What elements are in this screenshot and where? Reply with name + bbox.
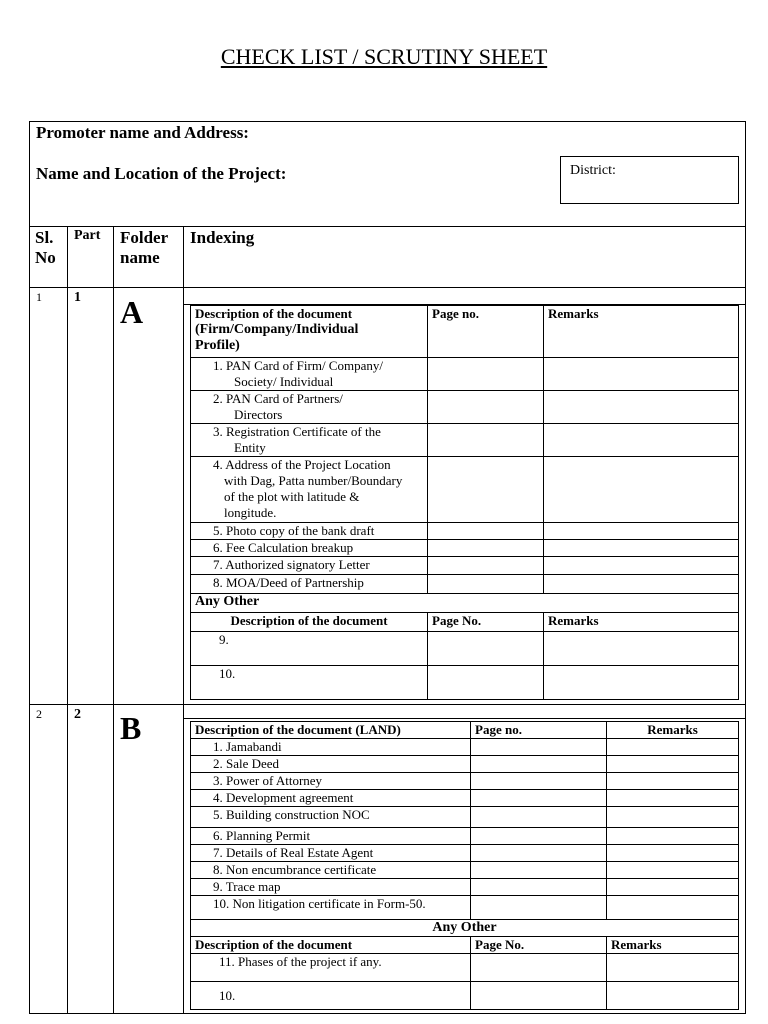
page-cell (471, 954, 607, 982)
section-a-table (190, 305, 739, 700)
section-b-page-header: Page no. (471, 722, 607, 739)
project-label: Name and Location of the Project: (36, 164, 287, 183)
page-cell (471, 739, 607, 756)
list-item: 10. (191, 982, 471, 1010)
remarks-cell (607, 739, 739, 756)
section-b-other-page-header: Page No. (471, 937, 607, 954)
list-item: 7. Details of Real Estate Agent (191, 845, 471, 862)
list-item: 10. (191, 666, 428, 700)
section-b-any-other: Any Other (191, 920, 739, 937)
page-cell (471, 828, 607, 845)
section-a-other-page-header: Page No. (428, 613, 544, 632)
page-cell (428, 523, 544, 540)
page-cell (471, 879, 607, 896)
list-item: 3. Power of Attorney (191, 773, 471, 790)
section-a-remarks-header: Remarks (544, 306, 739, 358)
list-item: 4. Development agreement (191, 790, 471, 807)
column-header-sl: Sl. No (35, 228, 56, 267)
remarks-cell (607, 845, 739, 862)
section-a-part: 1 (74, 290, 81, 305)
page-cell (428, 632, 544, 666)
section-a-desc-header: Description of the document (Firm/Company/Individual Profile) (191, 306, 428, 358)
remarks-cell (544, 457, 739, 523)
section-b-sl: 2 (36, 707, 42, 721)
page-cell (471, 982, 607, 1010)
remarks-cell (544, 540, 739, 557)
remarks-cell (544, 424, 739, 457)
section-b-other-remarks-header: Remarks (607, 937, 739, 954)
section-b-other-desc-header: Description of the document (191, 937, 471, 954)
page-cell (471, 862, 607, 879)
section-b-part: 2 (74, 707, 81, 722)
remarks-cell (544, 666, 739, 700)
section-a-other-desc-header: Description of the document (191, 613, 428, 632)
remarks-cell (544, 557, 739, 575)
column-divider (67, 226, 68, 1014)
section-b-remarks-header: Remarks (607, 722, 739, 739)
remarks-cell (544, 575, 739, 594)
remarks-cell (607, 954, 739, 982)
remarks-cell (544, 632, 739, 666)
list-item: 8. Non encumbrance certificate (191, 862, 471, 879)
page-cell (428, 540, 544, 557)
remarks-cell (607, 790, 739, 807)
remarks-cell (607, 807, 739, 828)
list-item: 1. Jamabandi (191, 739, 471, 756)
list-item: 2. Sale Deed (191, 756, 471, 773)
divider (29, 704, 746, 705)
divider (29, 226, 746, 227)
list-item: 10. Non litigation certificate in Form-50. (191, 896, 471, 920)
remarks-cell (607, 896, 739, 920)
list-item: 11. Phases of the project if any. (191, 954, 471, 982)
section-b-folder: B (120, 710, 142, 746)
page-cell (471, 896, 607, 920)
list-item: 8. MOA/Deed of Partnership (191, 575, 428, 594)
list-item: 7. Authorized signatory Letter (191, 557, 428, 575)
page-cell (428, 424, 544, 457)
list-item: 4. Address of the Project Location with Dag, Patta number/Boundary of the plot with latitude & longitude. (191, 457, 428, 523)
remarks-cell (607, 756, 739, 773)
section-a-other-remarks-header: Remarks (544, 613, 739, 632)
column-header-folder: Folder name (120, 228, 169, 267)
page-cell (428, 575, 544, 594)
list-item: 2. PAN Card of Partners/ Directors (191, 391, 428, 424)
page-cell (471, 790, 607, 807)
list-item: 3. Registration Certificate of the Entity (191, 424, 428, 457)
list-item: 5. Photo copy of the bank draft (191, 523, 428, 540)
page-cell (428, 391, 544, 424)
list-item: 9. (191, 632, 428, 666)
section-a-any-other: Any Other (191, 594, 739, 613)
section-b-table (190, 721, 739, 1010)
page-cell (471, 773, 607, 790)
page-title: CHECK LIST / SCRUTINY SHEET (220, 44, 548, 69)
column-divider (113, 226, 114, 1014)
divider (29, 287, 746, 288)
page-cell (428, 666, 544, 700)
section-a-page-header: Page no. (428, 306, 544, 358)
list-item: 6. Planning Permit (191, 828, 471, 845)
page-cell (428, 358, 544, 391)
remarks-cell (607, 862, 739, 879)
column-divider (183, 226, 184, 1014)
section-a-sl: 1 (36, 290, 42, 304)
remarks-cell (607, 982, 739, 1010)
list-item: 5. Building construction NOC (191, 807, 471, 828)
remarks-cell (544, 358, 739, 391)
remarks-cell (544, 523, 739, 540)
promoter-label: Promoter name and Address: (36, 123, 249, 142)
page-cell (471, 807, 607, 828)
column-header-indexing: Indexing (190, 228, 255, 247)
page-cell (471, 845, 607, 862)
section-a-folder: A (120, 294, 144, 330)
remarks-cell (607, 828, 739, 845)
list-item: 9. Trace map (191, 879, 471, 896)
page-cell (428, 457, 544, 523)
list-item: 1. PAN Card of Firm/ Company/ Society/ Individual (191, 358, 428, 391)
divider (183, 718, 746, 719)
remarks-cell (607, 773, 739, 790)
remarks-cell (544, 391, 739, 424)
list-item: 6. Fee Calculation breakup (191, 540, 428, 557)
remarks-cell (607, 879, 739, 896)
section-b-desc-header: Description of the document (LAND) (191, 722, 471, 739)
column-header-part: Part (74, 228, 101, 243)
page-cell (428, 557, 544, 575)
district-label: District: (570, 163, 616, 178)
page-cell (471, 756, 607, 773)
